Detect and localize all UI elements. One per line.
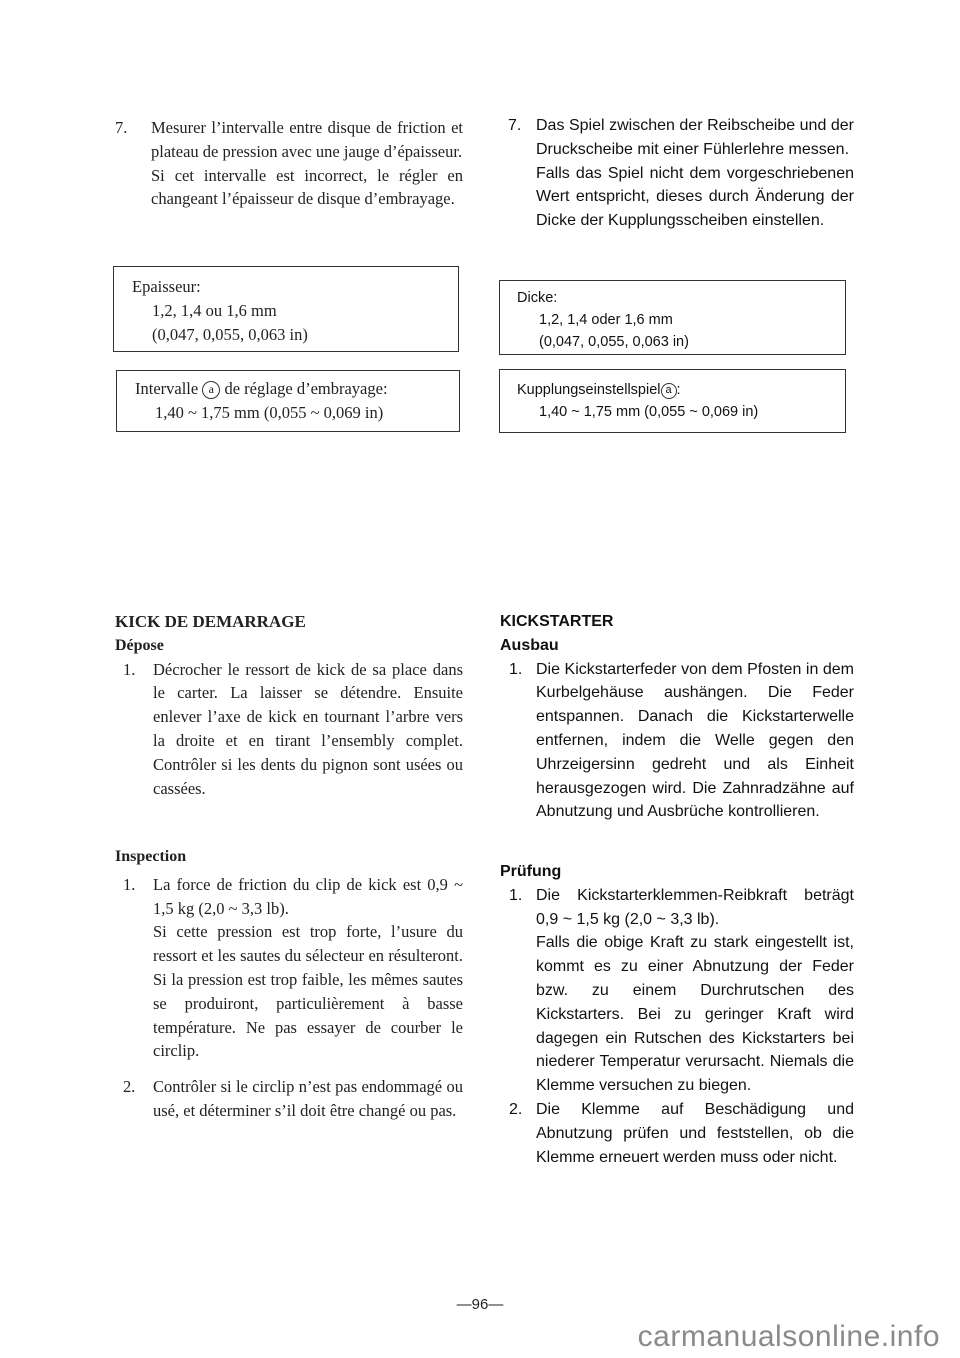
step-text: Falls die obige Kraft zu stark eingestellt ist, kommt es zu einer Abnutzung der Feder bzw. zu einem Durchrutschen des Kickstarters. Bei zu geringer Kraft wird dagegen ein Rutschen des Kickstarters bei niederer Temperatur verursacht. Niemals die Klemme versuchen zu biegen. <box>536 934 854 1095</box>
circled-a-marker: a <box>661 383 677 399</box>
de-inspection-section <box>500 860 854 1169</box>
spec-label: Intervalle <box>135 379 199 398</box>
step-number: 2. <box>509 1100 523 1118</box>
step-text: Décrocher le ressort de kick de sa place dans le carter. La laisser se détendre. Ensuite enlever l’axe de kick en tournant l’arbre vers la droite et en tirant l’ensembly complet. Contrôler si les dents du pignon sont usées ou cassées. <box>153 659 463 798</box>
spec-label: : <box>676 382 681 398</box>
step-text: Mesurer l’intervalle entre disque de friction et plateau de pression avec une jauge d’épaisseur. <box>151 118 463 161</box>
step-text: Die Klemme auf Beschädigung und Abnutzung prüfen und feststellen, ob die Klemme erneuert werden muss oder nicht. <box>536 1100 854 1166</box>
step-text: Das Spiel zwischen der Reibscheibe und der Druckscheibe mit einer Fühlerlehre messen. <box>536 117 854 158</box>
removal-title: Dépose <box>115 636 164 654</box>
de-kick-section <box>500 610 854 824</box>
spec-value: 1,40 ~ 1,75 mm (0,055 ~ 0,069 in) <box>539 404 759 420</box>
step-text: Si cet intervalle est incorrect, le régler en changeant l’épaisseur de disque d’embrayage. <box>151 165 463 209</box>
de-clearance-spec-box <box>499 369 846 433</box>
fr-thickness-spec-box <box>113 266 459 352</box>
step-number: 1. <box>123 874 136 894</box>
spec-value: 1,40 ~ 1,75 mm (0,055 ~ 0,069 in) <box>155 402 384 422</box>
step-text: Die Kickstarterfeder von dem Pfosten in dem Kurbelgehäuse aushängen. Die Feder entspannen. Danach die Kickstarterwelle entfernen, indem die Welle gegen den Uhrzeigersinn gedreht und als Einheit herausgezogen wird. Die Zahnradzähne auf Abnutzung und Ausbrüche kontrollieren. <box>536 660 854 821</box>
de-thickness-spec-box <box>499 280 846 355</box>
step-number: 1. <box>123 659 136 679</box>
de-step-7 <box>508 114 854 233</box>
step-number: 7. <box>115 118 128 137</box>
spec-value: 1,2, 1,4 oder 1,6 mm <box>539 312 673 328</box>
fr-inspection-section <box>115 845 463 1123</box>
fr-step-7 <box>115 116 463 211</box>
step-text: La force de friction du clip de kick est 0,9 ~ 1,5 kg (2,0 ~ 3,3 lb). <box>153 874 463 918</box>
spec-value: (0,047, 0,055, 0,063 in) <box>152 324 308 344</box>
step-text: Die Kickstarterklemmen-Reibkraft beträgt 0,9 ~ 1,5 kg (2,0 ~ 3,3 lb). <box>536 886 854 928</box>
spec-value: 1,2, 1,4 ou 1,6 mm <box>152 300 277 320</box>
spec-label: Epaisseur: <box>132 277 201 296</box>
fr-clearance-spec-box <box>116 370 460 432</box>
step-text: Falls das Spiel nicht dem vorgeschriebenen Wert entspricht, dieses durch Änderung der Dicke der Kupplungsscheiben einstellen. <box>536 164 854 230</box>
step-number: 1. <box>509 660 523 678</box>
inspection-title: Inspection <box>115 848 187 865</box>
spec-label: de réglage d’embrayage: <box>224 379 388 398</box>
step-number: 1. <box>509 886 523 904</box>
step-text: Contrôler si le circlip n’est pas endommagé ou usé, et déterminer s’il doit être changé ou pas. <box>153 1077 463 1120</box>
step-number: 2. <box>123 1077 136 1097</box>
fr-kick-section <box>115 610 463 800</box>
page-number: —96— <box>456 1296 504 1313</box>
section-title: KICKSTARTER <box>500 613 614 630</box>
watermark: carmanualsonline.info <box>637 1320 940 1353</box>
step-number: 7. <box>508 117 522 134</box>
spec-label: Kupplungseinstellspiel <box>517 382 661 398</box>
spec-label: Dicke: <box>517 290 558 306</box>
spec-value: (0,047, 0,055, 0,063 in) <box>539 334 689 350</box>
inspection-title: Prüfung <box>500 863 562 880</box>
circled-a-marker: a <box>202 381 220 399</box>
section-title: KICK DE DEMARRAGE <box>115 612 306 631</box>
step-text: Si cette pression est trop forte, l’usure du ressort et les sautes du sélecteur en résulteront. Si la pression est trop faible, les mêmes sautes se produiront, particulièrement à basse température. Ne pas essayer de courber le circlip. <box>153 922 463 1061</box>
removal-title: Ausbau <box>500 636 559 654</box>
